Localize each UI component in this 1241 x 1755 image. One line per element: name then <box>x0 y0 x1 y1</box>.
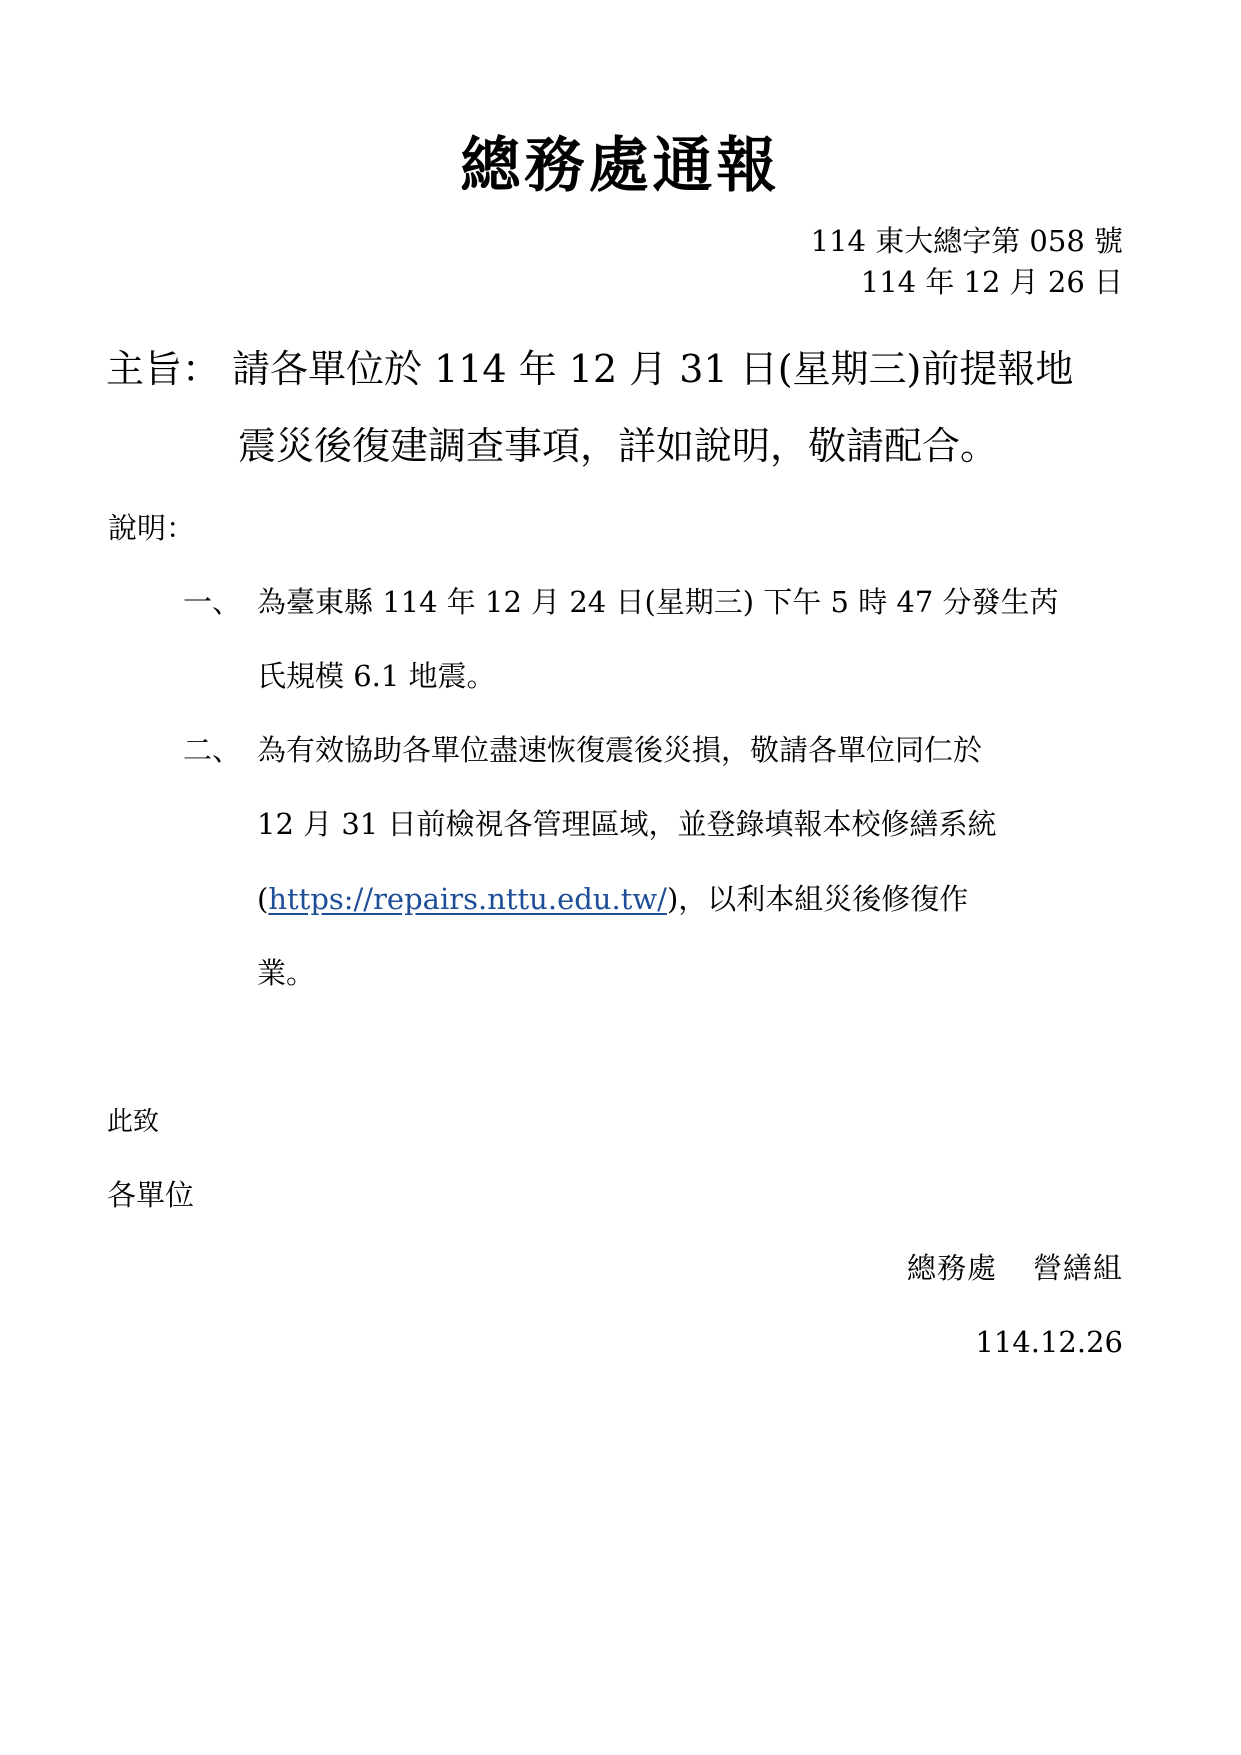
item-2-line-1: 為有效協助各單位盡速恢復震後災損，敬請各單位同仁於 <box>257 733 983 767</box>
item-number-1: 一、 <box>183 585 242 619</box>
link-open-paren: ( <box>257 882 269 916</box>
explanation-label: 說明： <box>108 511 196 545</box>
item-1-line-1: 為臺東縣 114 年 12 月 24 日(星期三) 下午 5 時 47 分發生芮 <box>257 585 1059 619</box>
document-title: 總務處通報 <box>460 131 781 201</box>
repair-system-link[interactable]: https://repairs.nttu.edu.tw/ <box>268 882 667 916</box>
item-2-line-3 <box>257 879 968 919</box>
item-number-2: 二、 <box>183 733 242 767</box>
closing-salutation: 此致 <box>107 1107 160 1137</box>
subject-text-line-2: 震災後復建調查事項，詳如說明，敬請配合。 <box>238 424 999 468</box>
reference-number: 114 東大總字第 058 號 <box>810 224 1123 258</box>
signature-date: 114.12.26 <box>975 1325 1123 1359</box>
division-name: 營繕組 <box>1032 1251 1123 1285</box>
subject-text-line-1: 請各單位於 114 年 12 月 31 日(星期三)前提報地 <box>232 347 1074 391</box>
department-name: 總務處 <box>906 1251 997 1285</box>
item-2-line-2: 12 月 31 日前檢視各管理區域，並登錄填報本校修繕系統 <box>257 807 997 841</box>
signature-department <box>907 1248 1123 1288</box>
link-trailing-text: )，以利本組災後修復作 <box>666 882 969 916</box>
item-1-line-2: 氏規模 6.1 地震。 <box>257 659 496 693</box>
recipient: 各單位 <box>107 1178 195 1212</box>
reference-date: 114 年 12 月 26 日 <box>860 265 1123 299</box>
item-2-line-4: 業。 <box>257 956 316 990</box>
subject-label: 主旨： <box>106 347 221 391</box>
